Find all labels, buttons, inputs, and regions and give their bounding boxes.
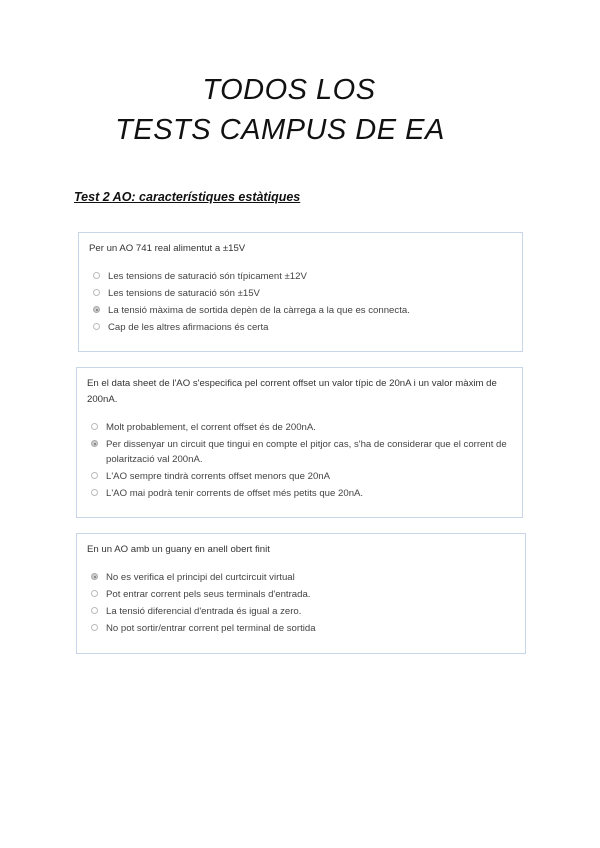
question-card-3 <box>76 533 526 654</box>
answer-option[interactable] <box>87 486 512 501</box>
radio-icon[interactable] <box>91 489 98 496</box>
answer-options <box>89 269 512 335</box>
answer-option[interactable] <box>89 269 512 284</box>
radio-icon[interactable] <box>93 323 100 330</box>
answer-label: L'AO mai podrà tenir corrents de offset més petits que 20nA. <box>106 488 364 499</box>
question-card-1 <box>78 232 523 352</box>
document-title <box>0 70 560 150</box>
answer-label: Molt probablement, el corrent offset és de 200nA. <box>106 422 316 433</box>
radio-icon[interactable] <box>93 272 100 279</box>
answer-option[interactable] <box>87 604 515 619</box>
radio-checked-icon[interactable] <box>91 440 98 447</box>
radio-icon[interactable] <box>93 289 100 296</box>
answer-option[interactable] <box>89 286 512 301</box>
section-heading: Test 2 AO: característiques estàtiques <box>74 190 301 204</box>
answer-label: La tensió diferencial d'entrada és igual a zero. <box>106 606 302 617</box>
radio-icon[interactable] <box>91 472 98 479</box>
answer-option[interactable] <box>89 320 512 335</box>
answer-label: Pot entrar corrent pels seus terminals d'entrada. <box>106 589 311 600</box>
question-text: En el data sheet de l'AO s'especifica pel corrent offset un valor típic de 20nA i un valor màxim de 200nA. <box>87 378 497 405</box>
answer-label: La tensió màxima de sortida depèn de la càrrega a la que es connecta. <box>108 305 410 316</box>
answer-label: Les tensions de saturació són ±15V <box>108 288 260 299</box>
answer-label: Cap de les altres afirmacions és certa <box>108 322 269 333</box>
answer-option[interactable] <box>87 469 512 484</box>
question-text: En un AO amb un guany en anell obert finit <box>87 544 270 555</box>
answer-option[interactable] <box>89 303 512 318</box>
answer-option[interactable] <box>87 437 512 467</box>
radio-icon[interactable] <box>91 423 98 430</box>
answer-option[interactable] <box>87 621 515 636</box>
answer-label: Per dissenyar un circuit que tingui en compte el pitjor cas, s'ha de considerar que el corrent de polarització val 200nA. <box>106 439 507 465</box>
answer-label: Les tensions de saturació són típicament ±12V <box>108 271 307 282</box>
title-line-2: TESTS CAMPUS DE EA <box>115 114 445 146</box>
title-line-1: TODOS LOS <box>202 74 376 106</box>
answer-label: No es verifica el principi del curtcircuit virtual <box>106 572 295 583</box>
radio-checked-icon[interactable] <box>91 573 98 580</box>
answer-options <box>87 570 515 636</box>
radio-checked-icon[interactable] <box>93 306 100 313</box>
question-text: Per un AO 741 real alimentut a ±15V <box>89 243 246 254</box>
radio-icon[interactable] <box>91 624 98 631</box>
answer-option[interactable] <box>87 420 512 435</box>
radio-icon[interactable] <box>91 590 98 597</box>
radio-icon[interactable] <box>91 607 98 614</box>
question-card-2 <box>76 367 523 518</box>
answer-options <box>87 420 512 501</box>
answer-label: No pot sortir/entrar corrent pel terminal de sortida <box>106 623 316 634</box>
answer-label: L'AO sempre tindrà corrents offset menors que 20nA <box>106 471 331 482</box>
answer-option[interactable] <box>87 570 515 585</box>
answer-option[interactable] <box>87 587 515 602</box>
